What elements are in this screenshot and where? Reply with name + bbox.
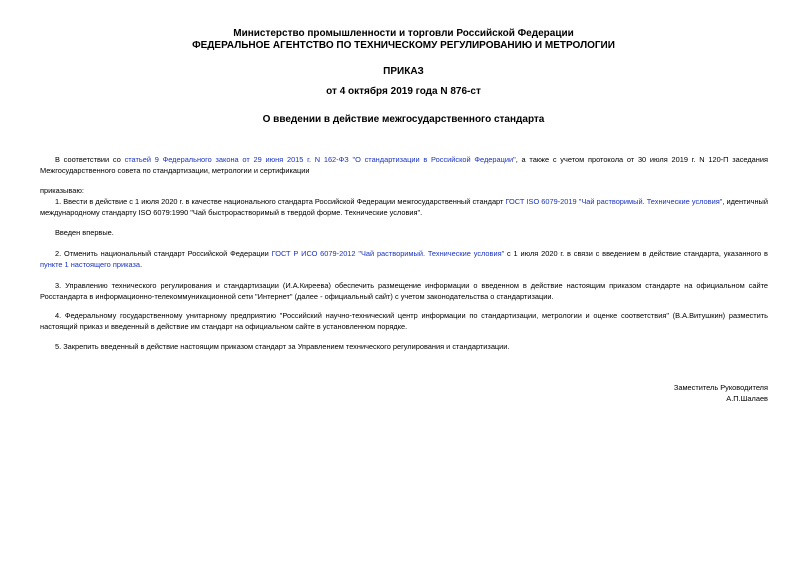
ministry-name: Министерство промышленности и торговли Российской Федерации (233, 28, 574, 39)
item-5-paragraph: 5. Закрепить введенный в действие настоящим приказом стандарт за Управлением технического регулирования и стандартизации. (55, 342, 510, 351)
agency-name: ФЕДЕРАЛЬНОЕ АГЕНТСТВО ПО ТЕХНИЧЕСКОМУ РЕГУЛИРОВАНИЮ И МЕТРОЛОГИИ (192, 40, 615, 51)
first-time-note: Введен впервые. (55, 228, 114, 237)
gost-iso-6079-2019-link[interactable]: ГОСТ ISO 6079-2019 "Чай растворимый. Технические условия" (505, 197, 723, 206)
doc-type: ПРИКАЗ (383, 66, 424, 77)
point-1-link[interactable]: пункте 1 настоящего приказа (40, 260, 140, 269)
item-2-text-2: с 1 июля 2020 г. в связи с введением в действие стандарта, указанного в (504, 249, 768, 258)
item-4-paragraph: 4. Федеральному государственному унитарному предприятию "Российский научно-технический центр информации по стандартизации, метрологии и оценке соответствия" (В.А.Витушкин) разместить настоящий приказ и введенный в действие им стандарт на официальном сайте в установленном порядке. (40, 311, 768, 331)
item-1-text-1: 1. Ввести в действие с 1 июля 2020 г. в качестве национального стандарта Российской Федерации межгосударственный стандарт (55, 197, 506, 206)
item-1-text-2: , идентичный международному стандарту ISO 6079:1990 "Чай быстрорастворимый в твердой форме. Технические условия". (40, 197, 768, 217)
preamble-text-2: , а также с учетом протокола от 30 июля 2019 г. N 120-П заседания Межгосударственного совета по стандартизации, метрологии и сертификации (40, 155, 768, 175)
gost-r-iso-6079-2012-link[interactable]: ГОСТ Р ИСО 6079-2012 "Чай растворимый. Технические условия" (271, 249, 505, 258)
item-1-paragraph (40, 196, 768, 218)
federal-law-link[interactable]: статьей 9 Федерального закона от 29 июня 2015 г. N 162-ФЗ "О стандартизации в Российской Федерации" (124, 155, 516, 164)
signature-position: Заместитель Руководителя (673, 383, 768, 392)
item-2-text-3: . (140, 260, 143, 269)
preamble-text-1: В соответствии со (55, 155, 125, 164)
preamble-paragraph (40, 154, 768, 176)
item-3-paragraph: 3. Управлению технического регулирования и стандартизации (И.А.Киреева) обеспечить размещение информации о введенном в действие настоящим приказом стандарте на официальном сайте Росстандарта в информационно-телекоммуникационной сети "Интернет" (далее - официальный сайт) с учетом законодательства о стандартизации. (40, 281, 768, 301)
item-2-paragraph (40, 248, 768, 270)
doc-title: О введении в действие межгосударственного стандарта (262, 114, 545, 125)
doc-date-number: от 4 октября 2019 года N 876-ст (326, 86, 481, 97)
item-2-text-1: 2. Отменить национальный стандарт Российской Федерации (55, 249, 272, 258)
order-word: приказываю: (40, 186, 84, 195)
signature-name: А.П.Шалаев (726, 394, 768, 403)
